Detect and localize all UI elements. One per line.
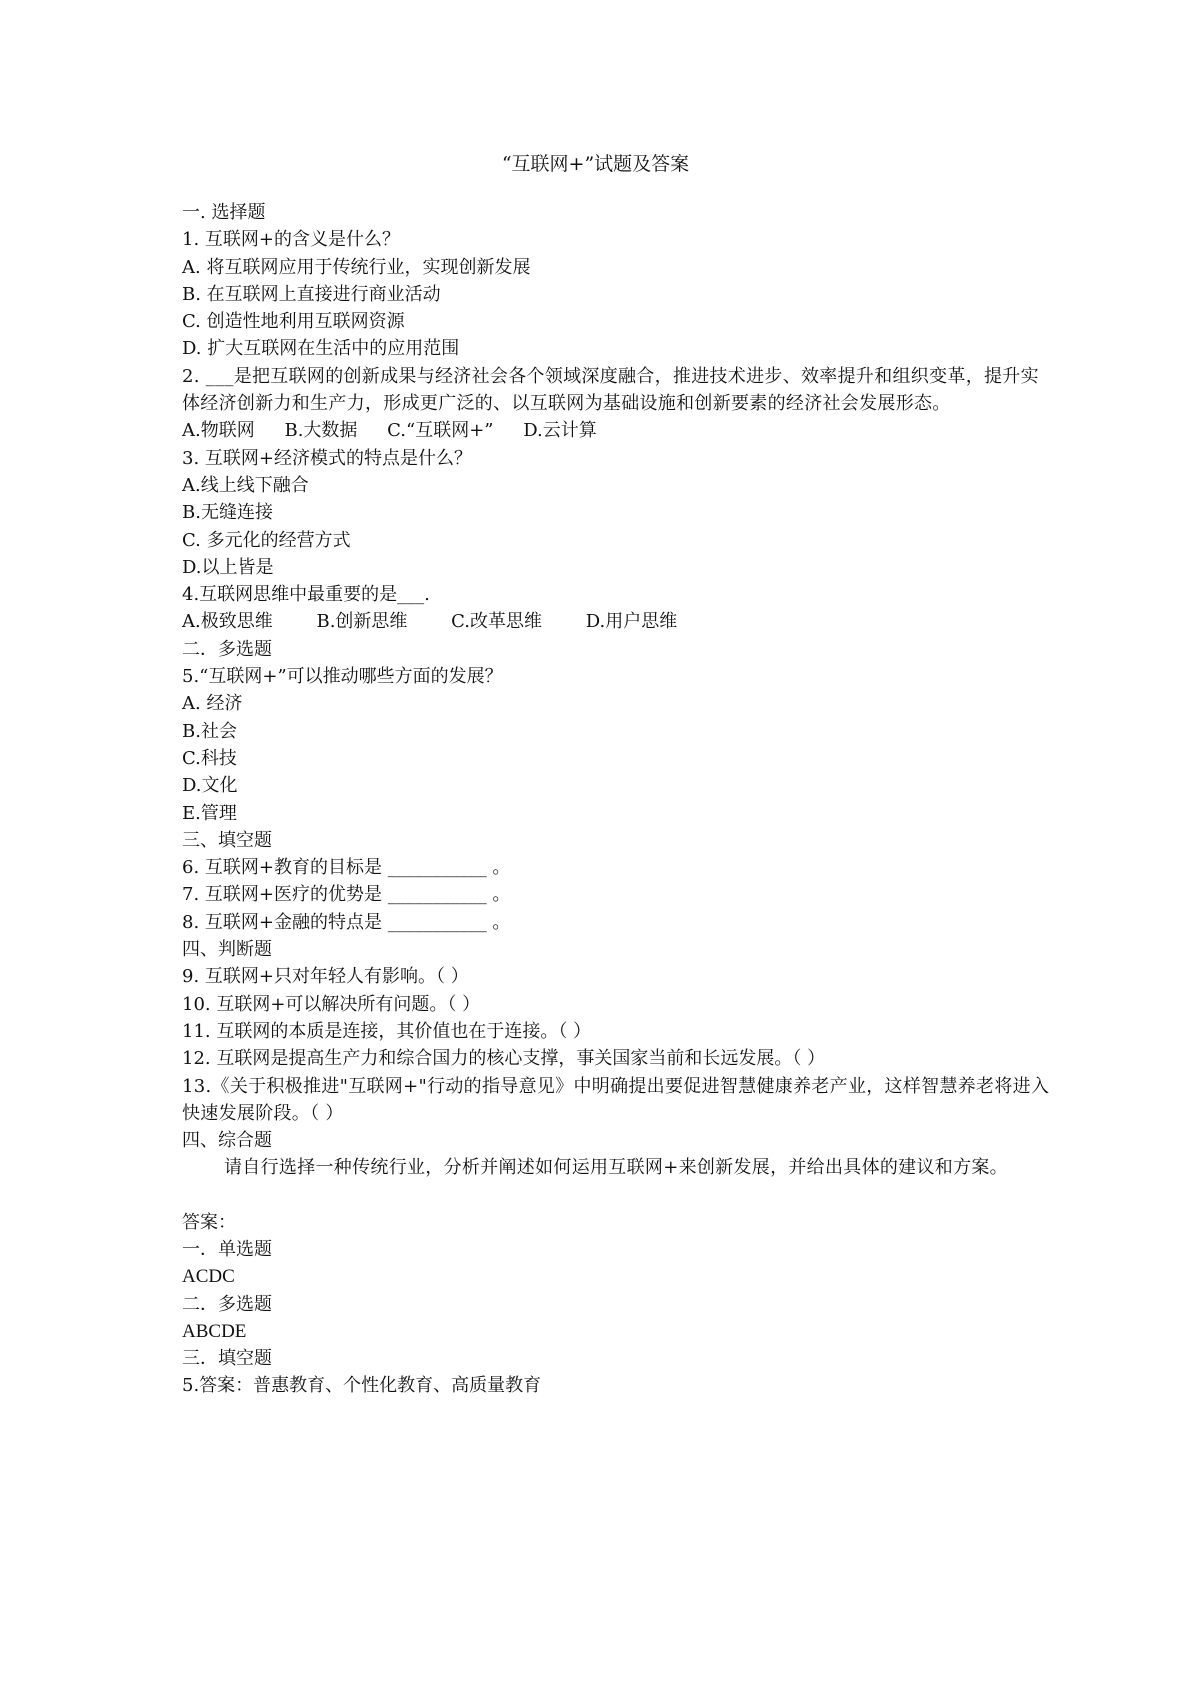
q5-option-b: B.社会	[182, 720, 237, 742]
question-7: 7. 互联网+医疗的优势是 ___________ 。	[182, 884, 511, 906]
answers-section-1-value: ACDC	[182, 1266, 235, 1288]
question-9: 9. 互联网+只对年轻人有影响。（ ）	[182, 966, 469, 988]
question-3: 3. 互联网+经济模式的特点是什么？	[182, 447, 472, 469]
section-heading-fill: 三、填空题	[182, 829, 272, 851]
q1-option-d: D. 扩大互联网在生活中的应用范围	[182, 338, 460, 360]
q5-option-c: C.科技	[182, 747, 237, 769]
q4-option-c: C.改革思维	[451, 611, 543, 633]
q2-option-b: B.大数据	[284, 420, 358, 442]
answers-section-2-value: ABCDE	[182, 1320, 247, 1342]
q2-option-d: D.云计算	[523, 420, 597, 442]
question-1: 1. 互联网+的含义是什么？	[182, 229, 400, 251]
question-11: 11. 互联网的本质是连接，其价值也在于连接。（ ）	[182, 1020, 592, 1042]
q1-option-b: B. 在互联网上直接进行商业活动	[182, 283, 441, 305]
q4-option-b: B.创新思维	[316, 611, 408, 633]
q4-options	[182, 608, 1052, 635]
answers-section-3-value: 5.答案：普惠教育、个性化教育、高质量教育	[182, 1375, 542, 1397]
q5-option-e: E.管理	[182, 802, 237, 824]
q5-option-a: A. 经济	[182, 693, 243, 715]
question-8: 8. 互联网+金融的特点是 ___________ 。	[182, 911, 511, 933]
q4-option-a: A.极致思维	[182, 611, 273, 633]
q1-option-a: A. 将互联网应用于传统行业，实现创新发展	[182, 256, 531, 278]
section-heading-multi: 二．多选题	[182, 638, 272, 660]
q3-option-a: A.线上线下融合	[182, 474, 309, 496]
spacer	[182, 1182, 1052, 1209]
answers-section-1: 一．单选题	[182, 1238, 272, 1260]
question-5: 5.“互联网+”可以推动哪些方面的发展？	[182, 666, 503, 688]
answers-section-3: 三．填空题	[182, 1348, 272, 1370]
q4-option-d: D.用户思维	[585, 611, 678, 633]
question-2: 2. ___是把互联网的创新成果与经济社会各个领域深度融合，推进技术进步、效率提升和组织变革，提升实体经济创新力和生产力，形成更广泛的、以互联网为基础设施和创新要素的经济社会发展形态。	[182, 365, 1039, 415]
question-6: 6. 互联网+教育的目标是 ___________ 。	[182, 857, 511, 879]
section-heading-essay: 四、综合题	[182, 1130, 272, 1152]
question-12: 12. 互联网是提高生产力和综合国力的核心支撑，事关国家当前和长远发展。（ ）	[182, 1048, 826, 1070]
answers-heading: 答案：	[182, 1211, 236, 1233]
question-10: 10. 互联网+可以解决所有问题。（ ）	[182, 993, 481, 1015]
q3-option-d: D.以上皆是	[182, 556, 274, 578]
question-13: 13.《关于积极推进"互联网+"行动的指导意见》中明确提出要促进智慧健康养老产业，这样智慧养老将进入快速发展阶段。（ ）	[182, 1075, 1050, 1124]
q2-option-c: C.“互联网+”	[387, 420, 494, 442]
document-title: “互联网+”试题及答案	[501, 153, 690, 175]
q2-option-a: A.物联网	[182, 420, 255, 442]
document-body	[182, 199, 1052, 1400]
q5-option-d: D.文化	[182, 775, 238, 797]
q3-option-c: C. 多元化的经营方式	[182, 529, 351, 551]
question-4: 4.互联网思维中最重要的是___.	[182, 584, 430, 606]
section-heading-judge: 四、判断题	[182, 939, 272, 961]
section-heading-choice: 一. 选择题	[182, 202, 266, 223]
q1-option-c: C. 创造性地利用互联网资源	[182, 311, 405, 333]
answers-section-2: 二．多选题	[182, 1293, 272, 1315]
q3-option-b: B.无缝连接	[182, 502, 273, 524]
q2-options	[182, 417, 1052, 444]
essay-prompt: 请自行选择一种传统行业，分析并阐述如何运用互联网+来创新发展，并给出具体的建议和方案。	[224, 1157, 1008, 1179]
